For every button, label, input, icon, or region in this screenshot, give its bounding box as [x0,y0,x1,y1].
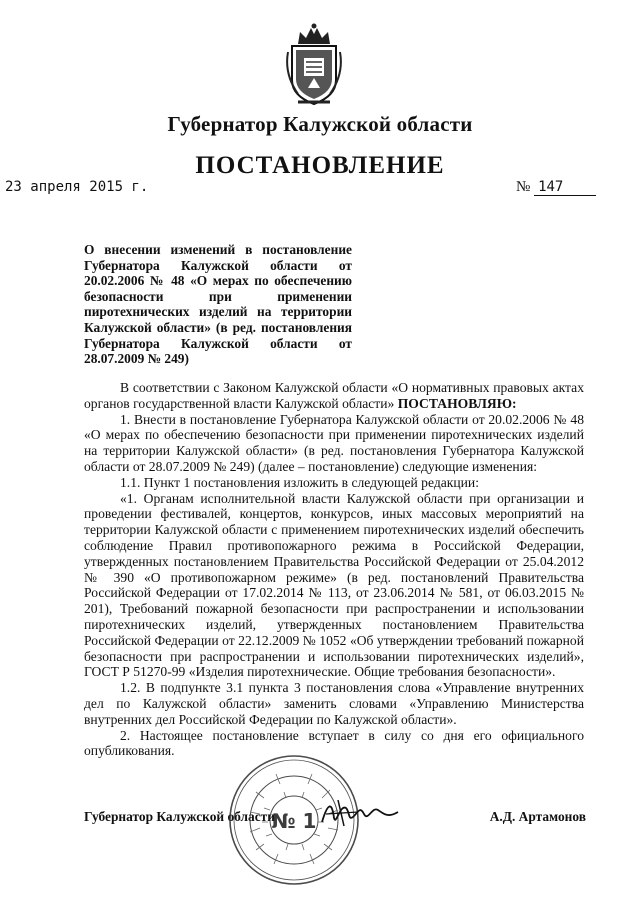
item-1-1-paragraph: 1.1. Пункт 1 постановления изложить в следующей редакции: [120,474,479,490]
document-number [516,179,596,196]
organization-title: Губернатор Калужской области [167,112,473,136]
preamble-text: В соответствии с Законом Калужской области «О нормативных правовых актах органов государственной власти Калужской области» [84,380,584,411]
document-body [84,380,584,759]
preamble-paragraph [84,380,584,412]
number-label: № [516,179,531,195]
document-subject: О внесении изменений в постановление Губернатора Калужской области от 20.02.2006 № 48 «О мерах по обеспечению безопасности при применении пиротехнических изделий на территории Калужской области» (в ред. постановления Губернатора Калужской области от 28.07.2009 № 249) [84,242,352,367]
document-type: ПОСТАНОВЛЕНИЕ [195,152,445,179]
signatory-position: Губернатор Калужской области [84,809,275,824]
signatory-name: А.Д. Артамонов [489,809,586,824]
kaluga-coat-of-arms-icon [284,22,344,108]
item-1-paragraph: 1. Внести в постановление Губернатора Калужской области от 20.02.2006 № 48 «О мерах по обеспечению безопасности при применении пиротехнических изделий на территории Калужской области» (в ред. постановления Губернатора Калужской области от 28.07.2009 № 249) (далее – постановление) следующие изменения: [84,411,584,474]
item-1-2-paragraph: 1.2. В подпункте 3.1 пункта 3 постановления слова «Управление внутренних дел по Калужской области» заменить словами «Управлению Министерства внутренних дел Российской Федерации по Калужской области». [84,680,584,727]
handwritten-signature-icon [318,796,402,830]
item-1-1-quote-paragraph: «1. Органам исполнительной власти Калужской области при организации и проведении фестивалей, концертов, конкурсов, иных массовых мероприятий на территории Калужской области с применением пиротехнических изделий обеспечить соблюдение Правил противопожарного режима в Российской Федерации, утвержденных постановлением Правительства Российской Федерации от 25.04.2012 № 390 «О противопожарном режиме» (в ред. постановлений Правительства Российской Федерации от 17.02.2014 № 113, от 23.06.2014 № 581, от 06.03.2015 № 201), Требований пожарной безопасности при распространении и использовании пиротехнических изделий, утвержденных постановлением Правительства Российской Федерации от 22.12.2009 № 1052 «Об утверждении требований пожарной безопасности при распространении и использовании пиротехнических изделий», ГОСТ Р 51270-99 «Изделия пиротехнические. Общие требования безопасности». [84,490,584,680]
item-2-paragraph: 2. Настоящее постановление вступает в силу со дня его официального опубликования. [84,727,584,759]
decree-word: ПОСТАНОВЛЯЮ: [397,395,517,411]
document-date: 23 апреля 2015 г. [5,179,149,195]
number-value: 147 [534,179,596,196]
seal-number: № 1 [271,809,317,833]
